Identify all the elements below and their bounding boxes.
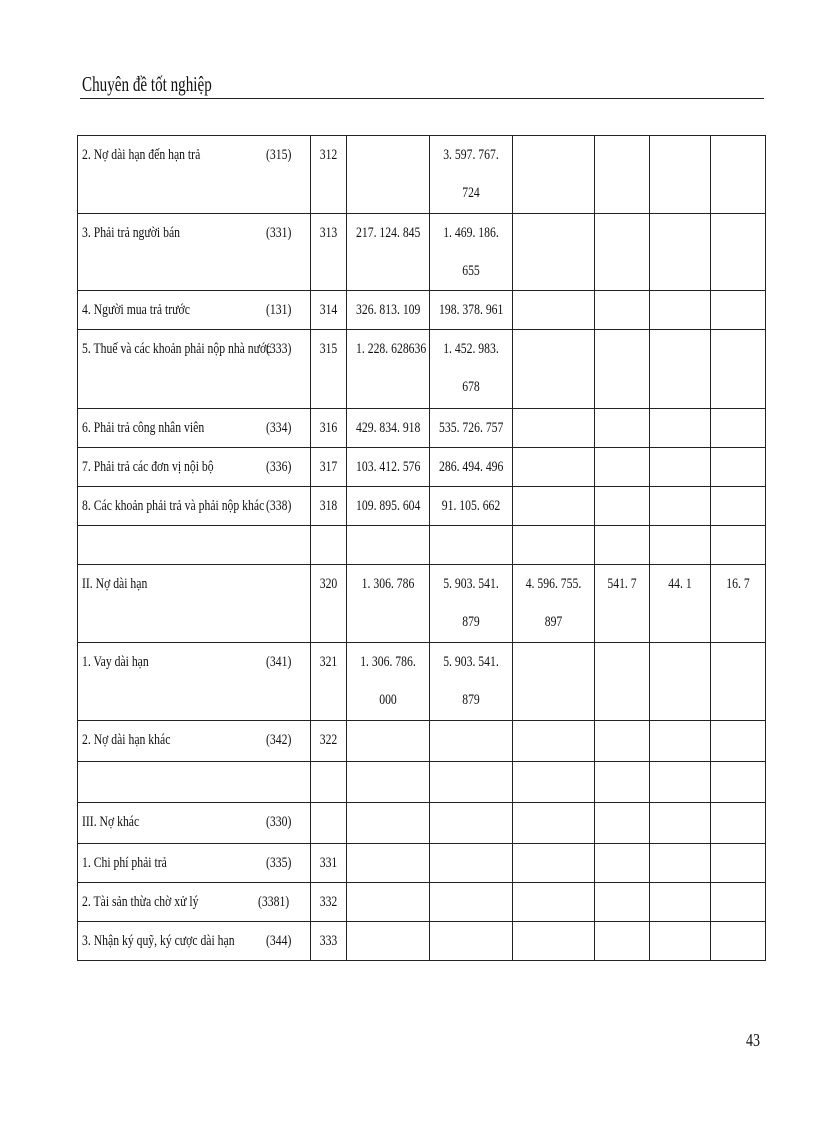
value-cell-c6 bbox=[711, 883, 766, 922]
code-number-cell bbox=[311, 136, 347, 214]
value-cell-c4 bbox=[595, 565, 650, 643]
value-cell-c1 bbox=[347, 922, 430, 961]
cell-value: 109. 895. 604 bbox=[356, 498, 421, 514]
value-cell-c1 bbox=[347, 565, 430, 643]
code-number-cell bbox=[311, 883, 347, 922]
value-cell-c3 bbox=[513, 136, 595, 214]
value-cell-c5 bbox=[650, 922, 711, 961]
value-cell-c1 bbox=[347, 448, 430, 487]
item-cell bbox=[78, 136, 311, 214]
value-cell-c3 bbox=[513, 762, 595, 803]
value-cell-c1 bbox=[347, 330, 430, 409]
value-cell-c5 bbox=[650, 803, 711, 844]
value-cell-c5 bbox=[650, 214, 711, 291]
value-cell-c2 bbox=[430, 214, 513, 291]
table-row bbox=[78, 721, 766, 762]
value-cell-c4 bbox=[595, 762, 650, 803]
code-number-cell bbox=[311, 487, 347, 526]
value-cell-c4 bbox=[595, 330, 650, 409]
item-name: 5. Thuế và các khoản phải nộp nhà nước bbox=[82, 341, 272, 357]
code-number-cell bbox=[311, 922, 347, 961]
value-cell-c3 bbox=[513, 922, 595, 961]
cell-value: 1. 306. 786 bbox=[361, 576, 415, 592]
account-code: (341) bbox=[265, 654, 291, 670]
item-name: 6. Phải trả công nhân viên bbox=[82, 420, 205, 436]
value-cell-c3 bbox=[513, 214, 595, 291]
value-cell-c5 bbox=[650, 762, 711, 803]
cell-value: 429. 834. 918 bbox=[356, 420, 421, 436]
value-cell-c2 bbox=[430, 762, 513, 803]
value-cell-c3 bbox=[513, 291, 595, 330]
cell-value: 321 bbox=[319, 654, 338, 670]
value-cell-c4 bbox=[595, 922, 650, 961]
cell-value: 91. 105. 662 bbox=[441, 498, 501, 514]
cell-value: 5. 903. 541. 879 bbox=[443, 654, 499, 708]
table-row bbox=[78, 844, 766, 883]
cell-value: 1. 228. 628636 bbox=[356, 341, 427, 357]
value-cell-c3 bbox=[513, 803, 595, 844]
header-rule bbox=[80, 98, 764, 99]
value-cell-c6 bbox=[711, 565, 766, 643]
account-code: (342) bbox=[265, 732, 291, 748]
page-number: 43 bbox=[746, 1030, 761, 1050]
cell-value: 1. 306. 786. 000 bbox=[360, 654, 416, 708]
item-cell bbox=[78, 844, 311, 883]
value-cell-c6 bbox=[711, 448, 766, 487]
item-cell bbox=[78, 214, 311, 291]
code-number-cell bbox=[311, 330, 347, 409]
cell-value: 44. 1 bbox=[668, 576, 692, 592]
account-code: (336) bbox=[265, 459, 291, 475]
value-cell-c4 bbox=[595, 136, 650, 214]
value-cell-c4 bbox=[595, 526, 650, 565]
value-cell-c1 bbox=[347, 803, 430, 844]
table-row bbox=[78, 214, 766, 291]
value-cell-c3 bbox=[513, 330, 595, 409]
account-code: (338) bbox=[265, 498, 291, 514]
cell-value: 4. 596. 755. 897 bbox=[525, 576, 582, 630]
value-cell-c3 bbox=[513, 487, 595, 526]
cell-value: 1. 452. 983. 678 bbox=[443, 341, 499, 395]
table-row bbox=[78, 448, 766, 487]
item-name: 2. Tài sản thừa chờ xử lý bbox=[82, 894, 199, 910]
item-cell bbox=[78, 565, 311, 643]
value-cell-c6 bbox=[711, 526, 766, 565]
value-cell-c4 bbox=[595, 844, 650, 883]
value-cell-c5 bbox=[650, 487, 711, 526]
cell-value: 5. 903. 541. 879 bbox=[443, 576, 499, 630]
value-cell-c5 bbox=[650, 409, 711, 448]
code-number-cell bbox=[311, 526, 347, 565]
table-row bbox=[78, 330, 766, 409]
item-name: 1. Chi phí phải trả bbox=[82, 855, 167, 871]
value-cell-c4 bbox=[595, 409, 650, 448]
table-row bbox=[78, 565, 766, 643]
value-cell-c2 bbox=[430, 487, 513, 526]
code-number-cell bbox=[311, 803, 347, 844]
value-cell-c5 bbox=[650, 330, 711, 409]
value-cell-c1 bbox=[347, 214, 430, 291]
value-cell-c6 bbox=[711, 214, 766, 291]
code-number-cell bbox=[311, 291, 347, 330]
item-name: 2. Nợ dài hạn khác bbox=[82, 732, 171, 748]
value-cell-c1 bbox=[347, 291, 430, 330]
cell-value: 314 bbox=[319, 302, 338, 318]
value-cell-c3 bbox=[513, 409, 595, 448]
item-name: 8. Các khoản phải trả và phải nộp khác bbox=[82, 498, 265, 514]
item-cell bbox=[78, 291, 311, 330]
value-cell-c2 bbox=[430, 409, 513, 448]
item-name: III. Nợ khác bbox=[82, 814, 140, 830]
value-cell-c5 bbox=[650, 565, 711, 643]
value-cell-c4 bbox=[595, 883, 650, 922]
item-name: 7. Phải trả các đơn vị nội bộ bbox=[82, 459, 214, 475]
item-name: 3. Phải trả người bán bbox=[82, 225, 180, 241]
table-row bbox=[78, 643, 766, 721]
value-cell-c1 bbox=[347, 643, 430, 721]
value-cell-c5 bbox=[650, 136, 711, 214]
cell-value: 333 bbox=[319, 933, 338, 949]
value-cell-c2 bbox=[430, 643, 513, 721]
cell-value: 322 bbox=[319, 732, 338, 748]
cell-value: 326. 813. 109 bbox=[356, 302, 421, 318]
item-cell bbox=[78, 448, 311, 487]
value-cell-c3 bbox=[513, 883, 595, 922]
cell-value: 318 bbox=[319, 498, 338, 514]
value-cell-c2 bbox=[430, 448, 513, 487]
code-number-cell bbox=[311, 721, 347, 762]
cell-value: 332 bbox=[319, 894, 338, 910]
value-cell-c5 bbox=[650, 291, 711, 330]
value-cell-c5 bbox=[650, 721, 711, 762]
value-cell-c6 bbox=[711, 803, 766, 844]
value-cell-c1 bbox=[347, 844, 430, 883]
item-name: 3. Nhận ký quỹ, ký cược dài hạn bbox=[82, 933, 235, 949]
table-row bbox=[78, 409, 766, 448]
value-cell-c4 bbox=[595, 214, 650, 291]
item-cell bbox=[78, 803, 311, 844]
value-cell-c4 bbox=[595, 291, 650, 330]
value-cell-c3 bbox=[513, 448, 595, 487]
value-cell-c3 bbox=[513, 643, 595, 721]
item-name: 4. Người mua trả trước bbox=[82, 302, 190, 318]
value-cell-c1 bbox=[347, 136, 430, 214]
item-cell bbox=[78, 721, 311, 762]
value-cell-c1 bbox=[347, 487, 430, 526]
value-cell-c2 bbox=[430, 844, 513, 883]
value-cell-c6 bbox=[711, 844, 766, 883]
cell-value: 1. 469. 186. 655 bbox=[443, 225, 499, 279]
value-cell-c6 bbox=[711, 291, 766, 330]
cell-value: 315 bbox=[319, 341, 338, 357]
value-cell-c6 bbox=[711, 136, 766, 214]
account-code: (331) bbox=[265, 225, 291, 241]
value-cell-c2 bbox=[430, 721, 513, 762]
value-cell-c6 bbox=[711, 643, 766, 721]
item-name: II. Nợ dài hạn bbox=[82, 576, 148, 592]
table-row bbox=[78, 922, 766, 961]
value-cell-c4 bbox=[595, 643, 650, 721]
account-code: (330) bbox=[265, 814, 291, 830]
cell-value: 541. 7 bbox=[607, 576, 637, 592]
value-cell-c1 bbox=[347, 883, 430, 922]
table-row bbox=[78, 883, 766, 922]
item-name: 2. Nợ dài hạn đến hạn trả bbox=[82, 147, 201, 163]
item-cell bbox=[78, 330, 311, 409]
cell-value: 103. 412. 576 bbox=[356, 459, 421, 475]
cell-value: 313 bbox=[319, 225, 338, 241]
account-code: (3381) bbox=[258, 894, 290, 910]
account-code: (344) bbox=[265, 933, 291, 949]
cell-value: 320 bbox=[319, 576, 338, 592]
table-row bbox=[78, 526, 766, 565]
code-number-cell bbox=[311, 762, 347, 803]
value-cell-c3 bbox=[513, 844, 595, 883]
value-cell-c2 bbox=[430, 291, 513, 330]
value-cell-c1 bbox=[347, 409, 430, 448]
value-cell-c3 bbox=[513, 526, 595, 565]
account-code: (334) bbox=[265, 420, 291, 436]
cell-value: 317 bbox=[319, 459, 338, 475]
cell-value: 535. 726. 757 bbox=[439, 420, 504, 436]
code-number-cell bbox=[311, 844, 347, 883]
item-cell bbox=[78, 487, 311, 526]
table-row bbox=[78, 487, 766, 526]
value-cell-c2 bbox=[430, 330, 513, 409]
value-cell-c1 bbox=[347, 721, 430, 762]
value-cell-c2 bbox=[430, 803, 513, 844]
balance-sheet-table bbox=[77, 135, 766, 961]
value-cell-c6 bbox=[711, 721, 766, 762]
table-row bbox=[78, 762, 766, 803]
account-code: (335) bbox=[265, 855, 291, 871]
value-cell-c6 bbox=[711, 922, 766, 961]
value-cell-c5 bbox=[650, 643, 711, 721]
cell-value: 198. 378. 961 bbox=[439, 302, 504, 318]
value-cell-c3 bbox=[513, 721, 595, 762]
value-cell-c5 bbox=[650, 883, 711, 922]
value-cell-c3 bbox=[513, 565, 595, 643]
cell-value: 16. 7 bbox=[726, 576, 750, 592]
value-cell-c4 bbox=[595, 803, 650, 844]
account-code: (333) bbox=[265, 341, 291, 357]
value-cell-c2 bbox=[430, 136, 513, 214]
item-cell bbox=[78, 883, 311, 922]
value-cell-c2 bbox=[430, 883, 513, 922]
value-cell-c2 bbox=[430, 526, 513, 565]
cell-value: 316 bbox=[319, 420, 338, 436]
code-number-cell bbox=[311, 643, 347, 721]
value-cell-c5 bbox=[650, 526, 711, 565]
cell-value: 312 bbox=[319, 147, 338, 163]
cell-value: 3. 597. 767. 724 bbox=[443, 147, 499, 201]
code-number-cell bbox=[311, 409, 347, 448]
table-row bbox=[78, 136, 766, 214]
item-name: 1. Vay dài hạn bbox=[82, 654, 149, 670]
account-code: (315) bbox=[265, 147, 291, 163]
item-cell bbox=[78, 526, 311, 565]
cell-value: 217. 124. 845 bbox=[356, 225, 421, 241]
value-cell-c5 bbox=[650, 448, 711, 487]
value-cell-c4 bbox=[595, 448, 650, 487]
value-cell-c4 bbox=[595, 721, 650, 762]
value-cell-c6 bbox=[711, 762, 766, 803]
item-cell bbox=[78, 762, 311, 803]
value-cell-c2 bbox=[430, 565, 513, 643]
table-row bbox=[78, 803, 766, 844]
code-number-cell bbox=[311, 565, 347, 643]
value-cell-c6 bbox=[711, 487, 766, 526]
item-cell bbox=[78, 643, 311, 721]
value-cell-c6 bbox=[711, 409, 766, 448]
table-row bbox=[78, 291, 766, 330]
page-header-title: Chuyên đề tốt nghiệp bbox=[82, 72, 212, 96]
item-cell bbox=[78, 922, 311, 961]
value-cell-c4 bbox=[595, 487, 650, 526]
code-number-cell bbox=[311, 448, 347, 487]
cell-value: 286. 494. 496 bbox=[439, 459, 504, 475]
value-cell-c1 bbox=[347, 762, 430, 803]
code-number-cell bbox=[311, 214, 347, 291]
value-cell-c5 bbox=[650, 844, 711, 883]
item-cell bbox=[78, 409, 311, 448]
cell-value: 331 bbox=[319, 855, 338, 871]
value-cell-c2 bbox=[430, 922, 513, 961]
value-cell-c1 bbox=[347, 526, 430, 565]
account-code: (131) bbox=[265, 302, 291, 318]
value-cell-c6 bbox=[711, 330, 766, 409]
